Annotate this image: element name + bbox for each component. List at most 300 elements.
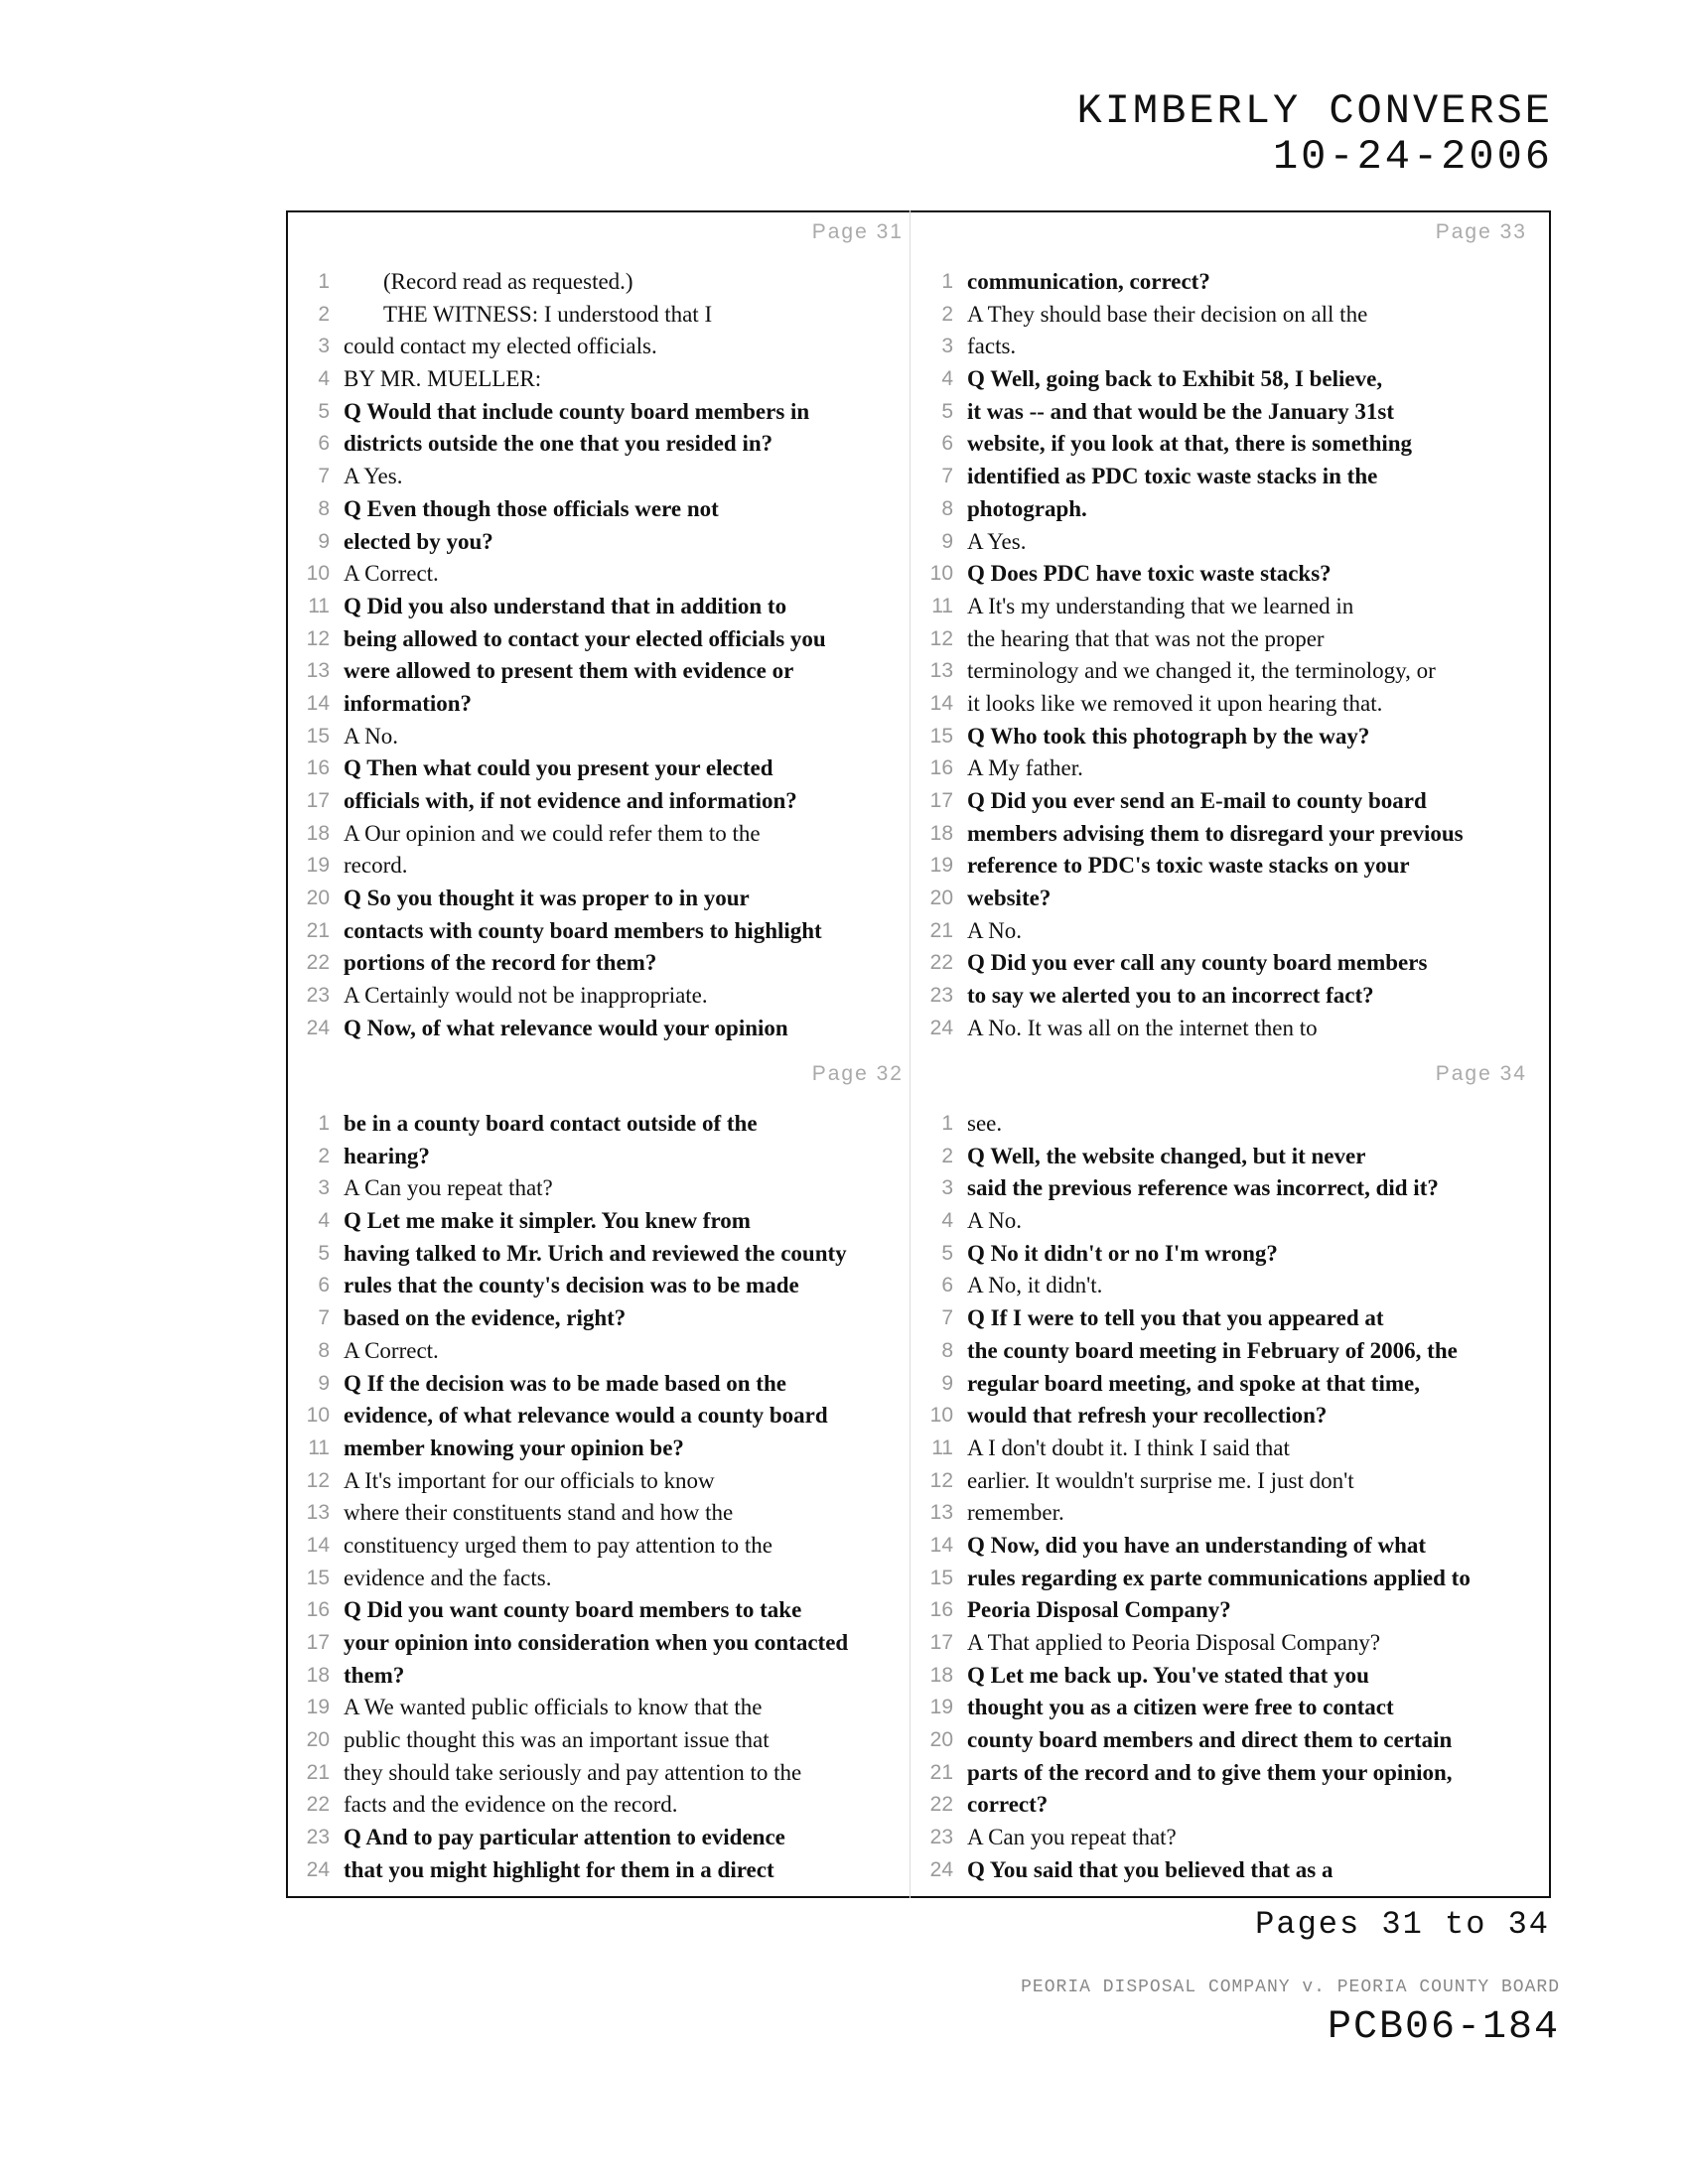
transcript-page-34 [912,1054,1547,1898]
line-text: photograph. [967,495,1087,521]
transcript-line [288,721,923,753]
line-number: 7 [941,1306,953,1330]
transcript-line [912,1563,1547,1595]
transcript-line [288,1335,923,1368]
line-number: 19 [306,854,330,878]
line-text: A Our opinion and we could refer them to the [344,820,761,846]
transcript-line [288,1172,923,1205]
line-number: 8 [318,1338,330,1362]
line-number: 17 [306,1631,330,1654]
transcript-line [288,688,923,721]
transcript-line [288,1660,923,1693]
line-text: them? [344,1662,405,1688]
transcript-line [912,1368,1547,1401]
transcript-line [288,299,923,332]
line-number: 21 [929,1760,953,1784]
line-number: 5 [318,1241,330,1265]
line-number: 18 [929,821,953,845]
transcript-line [288,623,923,656]
transcript-line [288,266,923,299]
line-text: evidence and the facts. [344,1565,552,1590]
line-number: 22 [929,951,953,975]
line-text: Q Did you ever send an E-mail to county board [967,788,1427,813]
line-number: 22 [306,1793,330,1817]
line-number: 11 [931,594,953,617]
line-text: elected by you? [344,528,493,554]
line-text: A No, it didn't. [967,1273,1103,1298]
transcript-line [912,1660,1547,1693]
line-text: rules regarding ex parte communications applied to [967,1565,1471,1590]
line-number: 7 [941,465,953,488]
transcript-line [288,980,923,1013]
transcript-line [912,331,1547,363]
line-number: 9 [941,529,953,553]
line-text: having talked to Mr. Urich and reviewed the county [344,1240,847,1266]
line-number: 6 [941,1274,953,1297]
transcript-line [288,1854,923,1887]
page-range: Pages 31 to 34 [1255,1906,1550,1943]
transcript-line [288,655,923,688]
line-text: website, if you look at that, there is something [967,431,1413,457]
line-number: 18 [306,821,330,845]
transcript-line [912,1335,1547,1368]
transcript-line [912,721,1547,753]
transcript-line [288,526,923,559]
line-number: 18 [929,1663,953,1687]
transcript-line [912,1108,1547,1141]
line-text: Q So you thought it was proper to in your [344,886,750,911]
line-number: 13 [929,659,953,683]
transcript-line [912,591,1547,623]
line-text: could contact my elected officials. [344,334,657,359]
transcript-line [288,331,923,363]
transcript-line [288,1433,923,1465]
transcript-line [912,1627,1547,1660]
line-number: 18 [306,1663,330,1687]
transcript-line [288,461,923,493]
line-text: be in a county board contact outside of the [344,1111,758,1136]
transcript-line [288,363,923,396]
line-text: Q Well, going back to Exhibit 58, I believe, [967,366,1383,392]
line-text: county board members and direct them to certain [967,1727,1453,1753]
line-text: the county board meeting in February of 2006, the [967,1337,1458,1363]
line-text: Q No it didn't or no I'm wrong? [967,1240,1278,1266]
line-number: 14 [929,1533,953,1557]
line-number: 19 [306,1696,330,1719]
line-text: hearing? [344,1143,430,1168]
line-text: Q If the decision was to be made based on the [344,1370,786,1396]
line-number: 23 [929,984,953,1008]
line-number: 9 [318,1371,330,1395]
line-text: (Record read as requested.) [383,269,633,294]
transcript-line [912,1530,1547,1563]
transcript-page-33 [912,212,1547,1056]
line-text: Q Now, did you have an understanding of what [967,1532,1427,1558]
transcript-line [912,1302,1547,1335]
transcript-line [912,915,1547,948]
line-number: 10 [306,1404,330,1428]
transcript-line [912,1757,1547,1790]
line-text: earlier. It wouldn't surprise me. I just don't [967,1467,1354,1493]
line-text: regular board meeting, and spoke at that time, [967,1370,1420,1396]
transcript-line [912,1724,1547,1757]
line-number: 2 [941,1144,953,1167]
line-text: contacts with county board members to highlight [344,917,822,943]
line-number: 4 [318,1209,330,1233]
transcript-line [912,883,1547,915]
transcript-line [288,1789,923,1822]
transcript-line [912,752,1547,785]
line-text: A No. [967,1208,1022,1234]
line-number: 9 [318,529,330,553]
transcript-line [288,1013,923,1045]
line-text: A It's important for our officials to know [344,1467,715,1493]
transcript-line [912,461,1547,493]
transcript-line [912,1205,1547,1238]
case-caption: PEORIA DISPOSAL COMPANY v. PEORIA COUNTY BOARD [1021,1978,1560,1997]
transcript-line [288,752,923,785]
line-number: 20 [929,1728,953,1752]
line-text: Q Even though those officials were not [344,495,719,521]
line-text: reference to PDC's toxic waste stacks on your [967,853,1410,879]
line-text: the hearing that that was not the proper [967,625,1325,651]
transcript-line [288,1465,923,1498]
line-number: 10 [306,562,330,586]
line-number: 24 [306,1016,330,1039]
transcript-line [288,1594,923,1627]
line-number: 13 [306,659,330,683]
transcript-line [912,1433,1547,1465]
line-text: A Can you repeat that? [967,1825,1177,1850]
line-number: 12 [929,1468,953,1492]
line-number: 14 [306,691,330,715]
line-text: correct? [967,1792,1049,1818]
transcript-lines [288,266,923,1045]
transcript-line [288,1757,923,1790]
line-text: Q Now, of what relevance would your opinion [344,1015,788,1040]
line-number: 8 [941,496,953,520]
line-text: A They should base their decision on all the [967,301,1368,327]
line-text: Q Let me make it simpler. You knew from [344,1208,751,1234]
line-text: Q Well, the website changed, but it never [967,1143,1366,1168]
line-number: 19 [929,1696,953,1719]
line-text: A I don't doubt it. I think I said that [967,1434,1290,1460]
line-number: 19 [929,854,953,878]
line-text: constituency urged them to pay attention to the [344,1532,773,1558]
line-text: Q Did you also understand that in addition to [344,593,787,618]
line-text: A That applied to Peoria Disposal Company? [967,1630,1381,1655]
transcript-line [288,396,923,429]
transcript-line [288,493,923,526]
line-number: 23 [306,984,330,1008]
line-number: 14 [929,691,953,715]
transcript-line [288,1368,923,1401]
line-number: 3 [941,1176,953,1200]
line-number: 23 [306,1826,330,1849]
transcript-line [912,850,1547,883]
line-text: BY MR. MUELLER: [344,366,542,392]
line-text: Peoria Disposal Company? [967,1597,1231,1623]
line-number: 15 [306,724,330,748]
line-text: Q Did you want county board members to take [344,1597,802,1623]
transcript-line [912,1141,1547,1173]
line-number: 16 [929,1598,953,1622]
transcript-line [912,655,1547,688]
transcript-line [912,1789,1547,1822]
line-text: said the previous reference was incorrect, did it? [967,1175,1439,1201]
line-text: facts and the evidence on the record. [344,1792,678,1818]
line-number: 6 [318,1274,330,1297]
deposition-date: 10-24-2006 [1272,133,1553,181]
page-label: Page 33 [1435,220,1527,243]
line-text: communication, correct? [967,269,1210,294]
transcript-line [288,1302,923,1335]
line-text: A No. [344,723,398,749]
line-text: parts of the record and to give them your opinion, [967,1759,1453,1785]
transcript-line [912,526,1547,559]
transcript-line [288,1692,923,1724]
line-number: 4 [318,367,330,391]
line-text: they should take seriously and pay attention to the [344,1759,802,1785]
transcript-line [288,1724,923,1757]
transcript-line [288,850,923,883]
line-number: 4 [941,367,953,391]
line-number: 24 [929,1016,953,1039]
line-number: 7 [318,465,330,488]
line-number: 10 [929,562,953,586]
line-text: districts outside the one that you resided in? [344,431,773,457]
transcript-line [912,1594,1547,1627]
line-text: A Can you repeat that? [344,1175,553,1201]
line-text: Q And to pay particular attention to evidence [344,1825,785,1850]
line-number: 20 [306,887,330,910]
line-text: A No. [967,917,1022,943]
transcript-line [912,493,1547,526]
transcript-line [912,396,1547,429]
line-number: 3 [318,1176,330,1200]
line-text: Q Would that include county board members in [344,398,810,424]
transcript-line [288,428,923,461]
line-number: 5 [318,399,330,423]
line-number: 8 [318,496,330,520]
line-number: 3 [318,335,330,358]
line-number: 12 [306,1468,330,1492]
line-number: 7 [318,1306,330,1330]
line-text: Q If I were to tell you that you appeared at [967,1305,1384,1331]
transcript-line [912,299,1547,332]
line-number: 9 [941,1371,953,1395]
transcript-line [912,1465,1547,1498]
line-text: A Correct. [344,561,439,587]
line-text: Q Did you ever call any county board members [967,950,1428,976]
line-text: A Yes. [344,464,403,489]
transcript-line [912,1013,1547,1045]
transcript-line [912,1270,1547,1302]
transcript-lines [288,1108,923,1887]
line-number: 21 [306,1760,330,1784]
line-number: 24 [929,1857,953,1881]
transcript-line [288,1497,923,1530]
line-number: 12 [306,626,330,650]
transcript-line [288,818,923,851]
line-number: 11 [308,1435,330,1459]
line-number: 15 [306,1566,330,1589]
line-text: based on the evidence, right? [344,1305,627,1331]
line-number: 22 [929,1793,953,1817]
line-number: 16 [306,756,330,780]
line-number: 4 [941,1209,953,1233]
line-text: remember. [967,1500,1064,1526]
line-text: Q You said that you believed that as a [967,1856,1333,1882]
line-number: 14 [306,1533,330,1557]
line-number: 2 [318,302,330,326]
transcript-line [912,980,1547,1013]
line-text: A It's my understanding that we learned in [967,593,1354,618]
case-number: PCB06-184 [1327,2005,1560,2050]
line-text: information? [344,690,473,716]
line-text: A My father. [967,755,1083,781]
line-number: 11 [931,1435,953,1459]
line-text: A Certainly would not be inappropriate. [344,983,708,1009]
transcript-line [912,1238,1547,1271]
transcript-line [288,785,923,818]
page-label: Page 34 [1435,1062,1527,1085]
transcript-page-31 [288,212,923,1056]
line-text: that you might highlight for them in a direct [344,1856,774,1882]
line-number: 1 [318,270,330,293]
line-number: 24 [306,1857,330,1881]
line-number: 15 [929,724,953,748]
transcript-line [912,428,1547,461]
line-number: 6 [318,432,330,456]
line-number: 16 [929,756,953,780]
transcript-lines [912,1108,1547,1887]
line-text: Q Does PDC have toxic waste stacks? [967,561,1332,587]
deponent-name: KIMBERLY CONVERSE [1076,87,1553,135]
transcript-line [288,883,923,915]
transcript-line [288,1108,923,1141]
line-number: 1 [941,1112,953,1135]
line-text: evidence, of what relevance would a county board [344,1403,828,1429]
line-text: would that refresh your recollection? [967,1403,1328,1429]
line-text: members advising them to disregard your previous [967,820,1464,846]
transcript-line [288,1400,923,1433]
transcript-line [912,266,1547,299]
transcript-line [912,363,1547,396]
line-text: were allowed to present them with evidence or [344,658,794,684]
transcript-line [912,1172,1547,1205]
line-number: 15 [929,1566,953,1589]
line-text: terminology and we changed it, the terminology, or [967,658,1436,684]
transcript-page-32 [288,1054,923,1898]
line-number: 1 [318,1112,330,1135]
line-number: 20 [929,887,953,910]
transcript-line [912,688,1547,721]
transcript-line [288,1141,923,1173]
transcript-line [288,1563,923,1595]
line-text: it was -- and that would be the January 31st [967,398,1395,424]
line-text: your opinion into consideration when you contacted [344,1630,849,1655]
transcript-line [912,1400,1547,1433]
transcript-line [912,558,1547,591]
line-number: 6 [941,432,953,456]
line-number: 17 [306,789,330,812]
line-number: 2 [318,1144,330,1167]
line-number: 1 [941,270,953,293]
line-text: A No. It was all on the internet then to [967,1015,1318,1040]
line-number: 22 [306,951,330,975]
transcript-line [288,1238,923,1271]
line-text: A We wanted public officials to know that the [344,1695,763,1720]
line-number: 21 [929,918,953,942]
line-number: 8 [941,1338,953,1362]
line-text: member knowing your opinion be? [344,1434,684,1460]
line-text: to say we alerted you to an incorrect fact? [967,983,1374,1009]
transcript-line [912,947,1547,980]
transcript-line [912,818,1547,851]
line-text: thought you as a citizen were free to contact [967,1695,1394,1720]
line-number: 12 [929,626,953,650]
line-number: 2 [941,302,953,326]
transcript-line [288,1530,923,1563]
transcript-line [288,915,923,948]
transcript-line [912,623,1547,656]
transcript-line [288,1270,923,1302]
transcript-line [912,1854,1547,1887]
line-text: public thought this was an important issue that [344,1727,770,1753]
line-number: 5 [941,1241,953,1265]
line-text: identified as PDC toxic waste stacks in the [967,464,1378,489]
line-text: A Correct. [344,1337,439,1363]
line-text: portions of the record for them? [344,950,657,976]
line-text: rules that the county's decision was to be made [344,1273,799,1298]
line-number: 20 [306,1728,330,1752]
transcript-line [288,558,923,591]
line-text: see. [967,1111,1003,1136]
line-number: 23 [929,1826,953,1849]
transcript-lines [912,266,1547,1045]
line-number: 16 [306,1598,330,1622]
line-number: 13 [306,1501,330,1525]
line-number: 3 [941,335,953,358]
line-text: A Yes. [967,528,1027,554]
line-text: being allowed to contact your elected officials you [344,625,826,651]
transcript-line [288,591,923,623]
line-text: facts. [967,334,1017,359]
line-number: 21 [306,918,330,942]
line-number: 13 [929,1501,953,1525]
line-text: officials with, if not evidence and information? [344,788,797,813]
transcript-line [912,1692,1547,1724]
transcript-line [912,1497,1547,1530]
line-text: Q Who took this photograph by the way? [967,723,1370,749]
line-text: where their constituents stand and how the [344,1500,734,1526]
line-text: Q Let me back up. You've stated that you [967,1662,1369,1688]
transcript-line [288,1627,923,1660]
transcript-line [912,785,1547,818]
transcript-line [912,1822,1547,1854]
line-number: 17 [929,1631,953,1654]
line-text: Q Then what could you present your elected [344,755,773,781]
line-number: 17 [929,789,953,812]
transcript-line [288,1822,923,1854]
line-text: record. [344,853,408,879]
line-text: website? [967,886,1052,911]
line-number: 5 [941,399,953,423]
line-number: 10 [929,1404,953,1428]
page-label: Page 31 [811,220,904,243]
line-number: 11 [308,594,330,617]
